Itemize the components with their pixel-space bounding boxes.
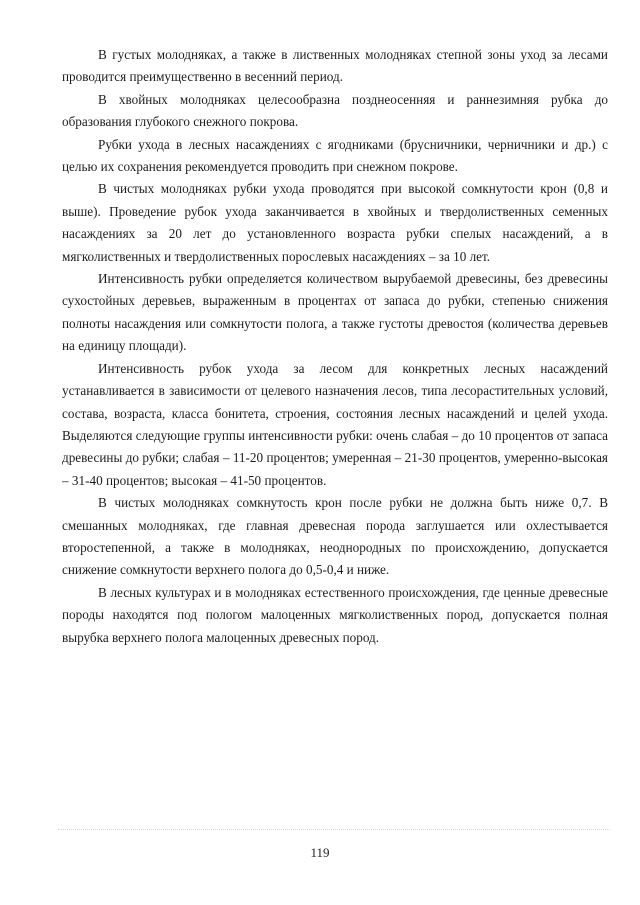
- footer-divider: [58, 829, 610, 830]
- paragraph: Интенсивность рубок ухода за лесом для конкретных лесных насаждений устанавливается в зависимости от целевого назначения лесов, типа лесорастительных условий, состава, возраста, класса бонитета, строения, состояния лесных насаждений и целей ухода. Выделяются следующие группы интенсивности рубки: очень слабая – до 10 процентов от запаса древесины до рубки; слабая – 11-20 процентов; умеренная – 21-30 процентов, умеренно-высокая – 31-40 процентов; высокая – 41-50 процентов.: [62, 360, 608, 488]
- paragraph: В хвойных молодняках целесообразна позднеосенняя и раннезимняя рубка до образования глубокого снежного покрова.: [62, 91, 608, 130]
- body-text: [62, 44, 608, 649]
- paragraph: В лесных культурах и в молодняках естественного происхождения, где ценные древесные породы находятся под пологом малоценных мягколиственных пород, допускается полная вырубка верхнего полога малоценных древесных пород.: [62, 584, 608, 645]
- paragraph: В чистых молодняках рубки ухода проводятся при высокой сомкнутости крон (0,8 и выше). Проведение рубок ухода заканчивается в хвойных и твердолиственных семенных насаждениях за 20 лет до установленного возраста рубки спелых насаждений, а в мягколиственных и твердолиственных порослевых насаждениях – за 10 лет.: [62, 181, 608, 264]
- page-number: 119: [310, 845, 330, 860]
- paragraph: Интенсивность рубки определяется количеством вырубаемой древесины, без древесины сухостойных деревьев, выраженным в процентах от запаса до рубки, степенью снижения полноты насаждения или сомкнутости полога, а также густоты древостоя (количества деревьев на единицу площади).: [62, 271, 608, 354]
- paragraph: Рубки ухода в лесных насаждениях с ягодниками (брусничники, черничники и др.) с целью их сохранения рекомендуется проводить при снежном покрове.: [62, 136, 608, 175]
- paragraph: В густых молодняках, а также в лиственных молодняках степной зоны уход за лесами проводится преимущественно в весенний период.: [62, 47, 608, 85]
- paragraph: В чистых молодняках сомкнутость крон после рубки не должна быть ниже 0,7. В смешанных молодняках, где главная древесная порода заглушается или охлестывается второстепенной, а также в молодняках, неоднородных по происхождению, допускается снижение сомкнутости верхнего полога до 0,5-0,4 и ниже.: [62, 495, 608, 578]
